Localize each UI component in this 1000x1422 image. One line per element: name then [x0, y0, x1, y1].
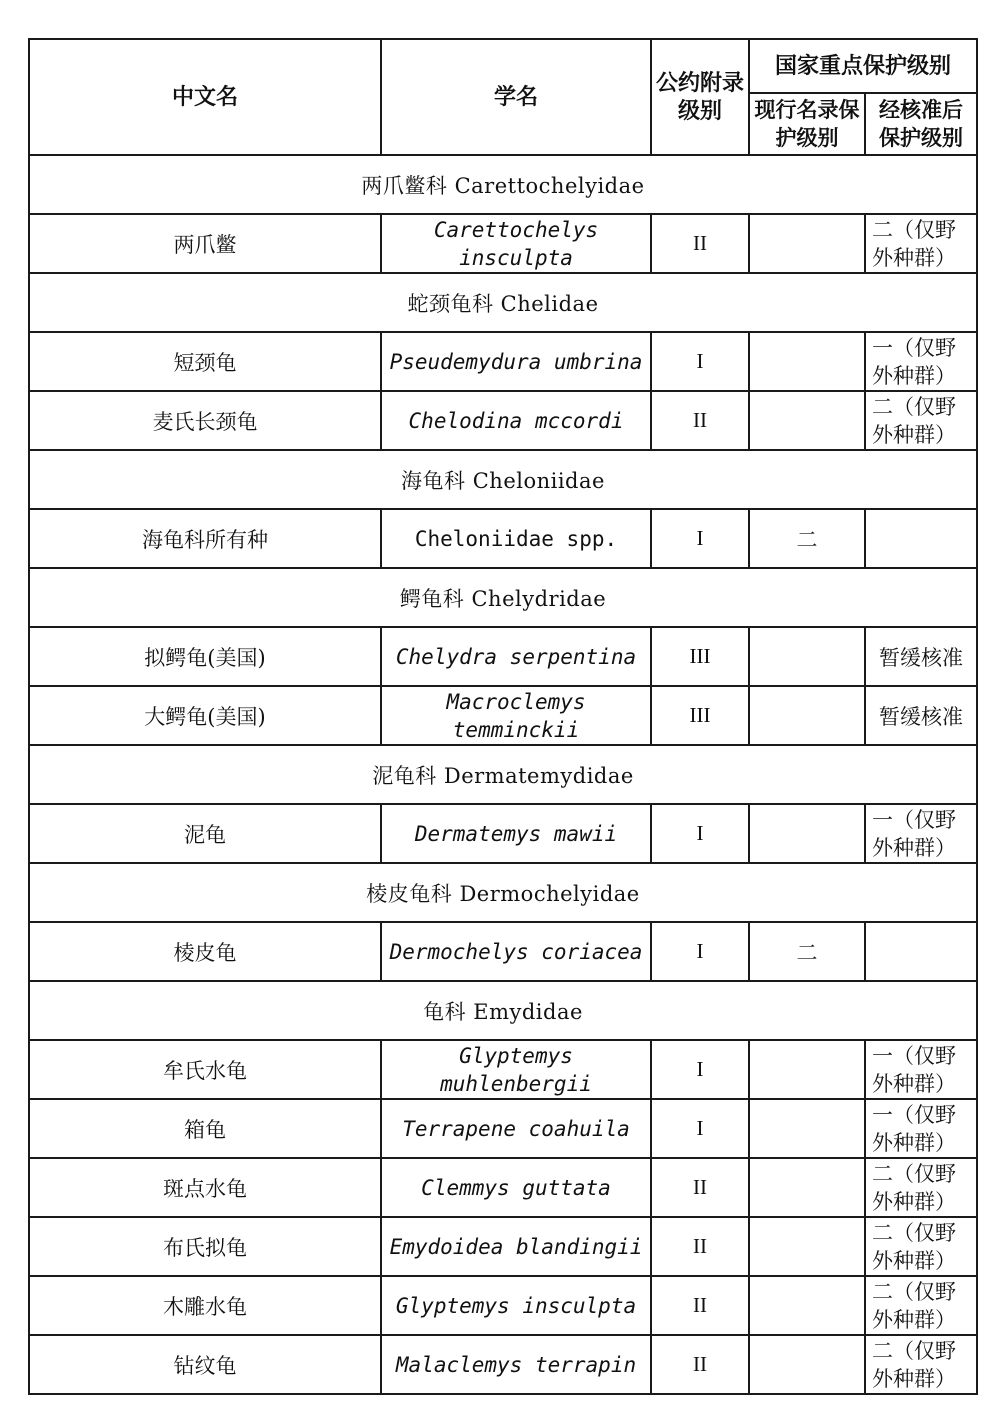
family-row	[29, 273, 977, 332]
cites-level-cell: II	[651, 214, 749, 273]
species-row	[29, 214, 977, 273]
family-name: 海龟科 Cheloniidae	[29, 450, 977, 509]
chinese-name-cell: 麦氏长颈龟	[29, 391, 381, 450]
cites-level-cell: I	[651, 1040, 749, 1099]
current-level-cell	[749, 1158, 865, 1217]
scientific-name-cell: Chelydra serpentina	[381, 627, 651, 686]
chinese-name-cell: 拟鳄龟(美国)	[29, 627, 381, 686]
scientific-name-cell: Terrapene coahuila	[381, 1099, 651, 1158]
scientific-name-cell: Carettochelys insculpta	[381, 214, 651, 273]
current-level-cell	[749, 627, 865, 686]
scientific-name-cell: Malaclemys terrapin	[381, 1335, 651, 1394]
cites-level-cell: II	[651, 1158, 749, 1217]
scientific-name-cell: Glyptemys insculpta	[381, 1276, 651, 1335]
chinese-name-cell: 斑点水龟	[29, 1158, 381, 1217]
current-level-cell	[749, 214, 865, 273]
family-name: 鳄龟科 Chelydridae	[29, 568, 977, 627]
approved-level-cell: 一（仅野外种群）	[865, 1099, 977, 1158]
family-name: 蛇颈龟科 Chelidae	[29, 273, 977, 332]
scientific-name-cell: Chelodina mccordi	[381, 391, 651, 450]
chinese-name-cell: 两爪鳖	[29, 214, 381, 273]
approved-level-cell	[865, 922, 977, 981]
family-row	[29, 745, 977, 804]
family-row	[29, 450, 977, 509]
header-cites-level: 公约附录级别	[651, 39, 749, 155]
header-after-approval: 经核准后保护级别	[865, 93, 977, 155]
species-row	[29, 922, 977, 981]
species-row	[29, 1099, 977, 1158]
cites-level-cell: II	[651, 1217, 749, 1276]
current-level-cell	[749, 391, 865, 450]
family-name: 棱皮龟科 Dermochelyidae	[29, 863, 977, 922]
current-level-cell	[749, 1276, 865, 1335]
family-name: 两爪鳖科 Carettochelyidae	[29, 155, 977, 214]
family-row	[29, 981, 977, 1040]
chinese-name-cell: 布氏拟龟	[29, 1217, 381, 1276]
family-row	[29, 155, 977, 214]
current-level-cell	[749, 804, 865, 863]
species-row	[29, 1040, 977, 1099]
family-row	[29, 863, 977, 922]
cites-level-cell: I	[651, 332, 749, 391]
chinese-name-cell: 大鳄龟(美国)	[29, 686, 381, 745]
approved-level-cell: 二（仅野外种群）	[865, 1276, 977, 1335]
cites-level-cell: I	[651, 922, 749, 981]
current-level-cell	[749, 332, 865, 391]
approved-level-cell: 暂缓核准	[865, 627, 977, 686]
scientific-name-cell: Clemmys guttata	[381, 1158, 651, 1217]
chinese-name-cell: 钻纹龟	[29, 1335, 381, 1394]
approved-level-cell: 二（仅野外种群）	[865, 391, 977, 450]
table-body	[29, 155, 977, 1394]
scientific-name-cell: Emydoidea blandingii	[381, 1217, 651, 1276]
approved-level-cell: 二（仅野外种群）	[865, 1335, 977, 1394]
family-name: 龟科 Emydidae	[29, 981, 977, 1040]
approved-level-cell: 一（仅野外种群）	[865, 332, 977, 391]
current-level-cell	[749, 686, 865, 745]
species-row	[29, 804, 977, 863]
family-name: 泥龟科 Dermatemydidae	[29, 745, 977, 804]
approved-level-cell: 一（仅野外种群）	[865, 1040, 977, 1099]
family-row	[29, 568, 977, 627]
species-row	[29, 627, 977, 686]
header-chinese-name: 中文名	[29, 39, 381, 155]
scientific-name-cell: Glyptemys muhlenbergii	[381, 1040, 651, 1099]
current-level-cell	[749, 1099, 865, 1158]
chinese-name-cell: 棱皮龟	[29, 922, 381, 981]
scientific-name-cell: Dermatemys mawii	[381, 804, 651, 863]
scientific-name-cell: Macroclemys temminckii	[381, 686, 651, 745]
species-row	[29, 1276, 977, 1335]
chinese-name-cell: 短颈龟	[29, 332, 381, 391]
current-level-cell	[749, 1040, 865, 1099]
chinese-name-cell: 木雕水龟	[29, 1276, 381, 1335]
approved-level-cell: 暂缓核准	[865, 686, 977, 745]
cites-level-cell: I	[651, 804, 749, 863]
cites-level-cell: I	[651, 509, 749, 568]
scientific-name-cell: Dermochelys coriacea	[381, 922, 651, 981]
current-level-cell: 二	[749, 509, 865, 568]
chinese-name-cell: 牟氏水龟	[29, 1040, 381, 1099]
scientific-name-cell: Cheloniidae spp.	[381, 509, 651, 568]
species-row	[29, 1217, 977, 1276]
header-current-list: 现行名录保护级别	[749, 93, 865, 155]
species-row	[29, 1335, 977, 1394]
species-row	[29, 391, 977, 450]
current-level-cell	[749, 1217, 865, 1276]
approved-level-cell: 二（仅野外种群）	[865, 1217, 977, 1276]
cites-level-cell: III	[651, 686, 749, 745]
chinese-name-cell: 海龟科所有种	[29, 509, 381, 568]
header-national-protection: 国家重点保护级别	[749, 39, 977, 93]
species-row	[29, 509, 977, 568]
species-row	[29, 332, 977, 391]
approved-level-cell: 二（仅野外种群）	[865, 214, 977, 273]
chinese-name-cell: 箱龟	[29, 1099, 381, 1158]
cites-level-cell: II	[651, 391, 749, 450]
current-level-cell	[749, 1335, 865, 1394]
approved-level-cell	[865, 509, 977, 568]
cites-level-cell: III	[651, 627, 749, 686]
cites-level-cell: I	[651, 1099, 749, 1158]
approved-level-cell: 二（仅野外种群）	[865, 1158, 977, 1217]
cites-level-cell: II	[651, 1335, 749, 1394]
approved-level-cell: 一（仅野外种群）	[865, 804, 977, 863]
scientific-name-cell: Pseudemydura umbrina	[381, 332, 651, 391]
current-level-cell: 二	[749, 922, 865, 981]
species-row	[29, 1158, 977, 1217]
protection-table	[28, 38, 978, 1395]
header-scientific-name: 学名	[381, 39, 651, 155]
cites-level-cell: II	[651, 1276, 749, 1335]
species-row	[29, 686, 977, 745]
chinese-name-cell: 泥龟	[29, 804, 381, 863]
